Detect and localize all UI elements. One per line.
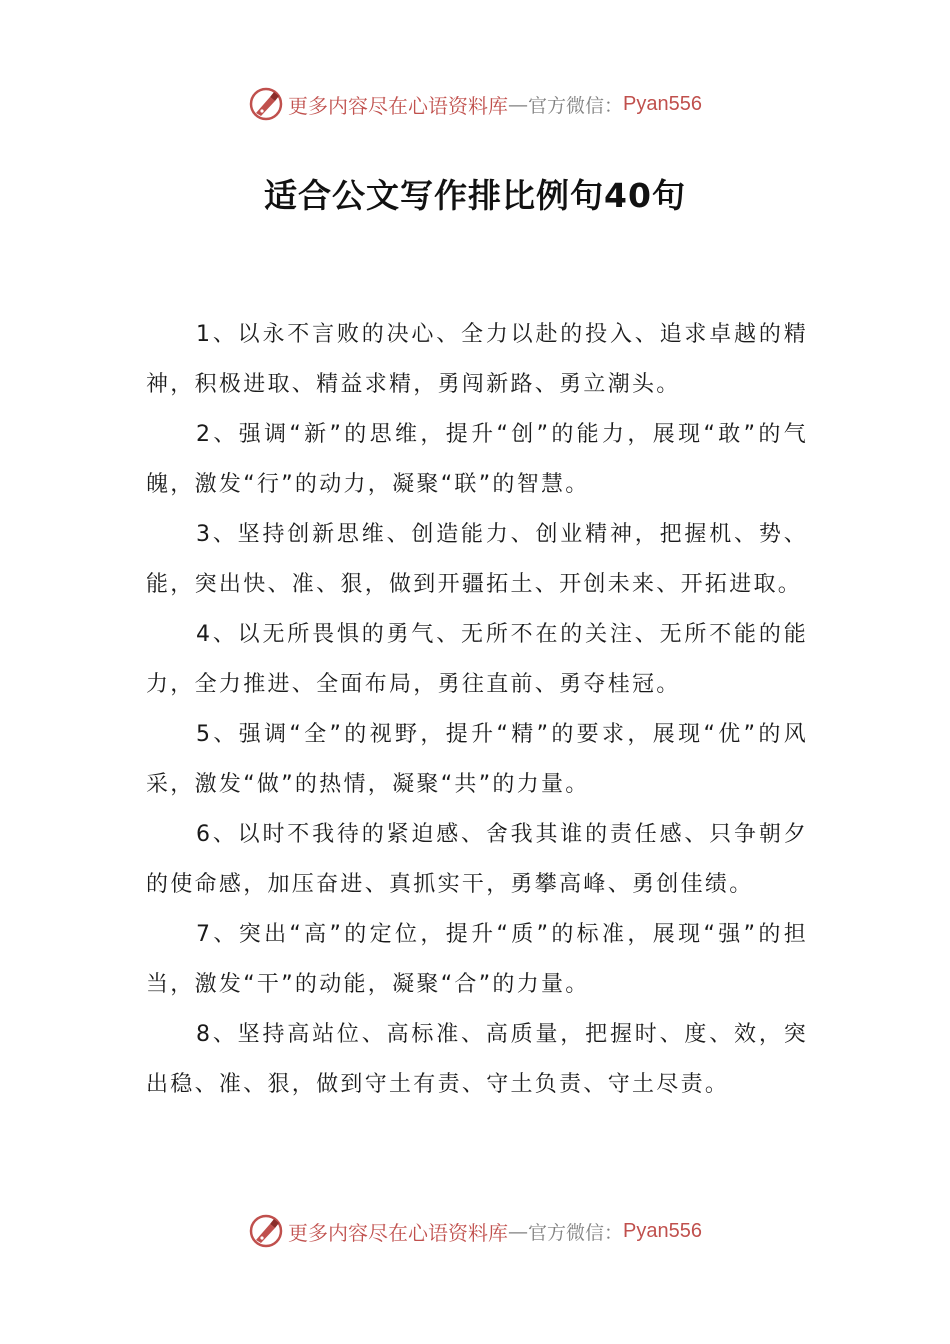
paragraph-3: 3、坚持创新思维、创造能力、创业精神，把握机、势、能，突出快、准、狠，做到开疆拓土、开创未来、开拓进取。 (146, 522, 808, 597)
paragraph-2: 2、强调“新”的思维，提升“创”的能力，展现“敢”的气魄，激发“行”的动力，凝聚“联”的智慧。 (146, 422, 808, 497)
paragraph-8: 8、坚持高站位、高标准、高质量，把握时、度、效，突出稳、准、狠，做到守土有责、守土负责、守土尽责。 (146, 1022, 808, 1097)
document-body (146, 310, 808, 1110)
paragraph-7: 7、突出“高”的定位，提升“质”的标准，展现“强”的担当，激发“干”的动能，凝聚“合”的力量。 (146, 922, 808, 997)
paragraph-5: 5、强调“全”的视野，提升“精”的要求，展现“优”的风采，激发“做”的热情，凝聚“共”的力量。 (146, 722, 808, 797)
banner-text: 更多内容尽在心语资料库 (288, 1220, 508, 1245)
header-banner (0, 84, 950, 124)
banner-separator: — (508, 92, 528, 116)
banner-text: 更多内容尽在心语资料库 (288, 93, 508, 118)
paragraph-1: 1、以永不言败的决心、全力以赴的投入、追求卓越的精神，积极进取、精益求精，勇闯新路、勇立潮头。 (146, 322, 808, 397)
pen-nib-logo-icon (248, 86, 284, 122)
banner-wechat-id: Pyan556 (623, 92, 702, 115)
banner-wechat-label: 官方微信： (528, 94, 624, 117)
footer-banner (0, 1211, 950, 1251)
banner-wechat-id: Pyan556 (623, 1219, 702, 1242)
paragraph-4: 4、以无所畏惧的勇气、无所不在的关注、无所不能的能力，全力推进、全面布局，勇往直前、勇夺桂冠。 (146, 622, 808, 697)
banner-wechat-label: 官方微信： (528, 1221, 624, 1244)
paragraph-6: 6、以时不我待的紧迫感、舍我其谁的责任感、只争朝夕的使命感，加压奋进、真抓实干，勇攀高峰、勇创佳绩。 (146, 822, 808, 897)
pen-nib-logo-icon (248, 1213, 284, 1249)
banner-separator: — (508, 1219, 528, 1243)
page-title: 适合公文写作排比例句40句 (264, 176, 686, 215)
